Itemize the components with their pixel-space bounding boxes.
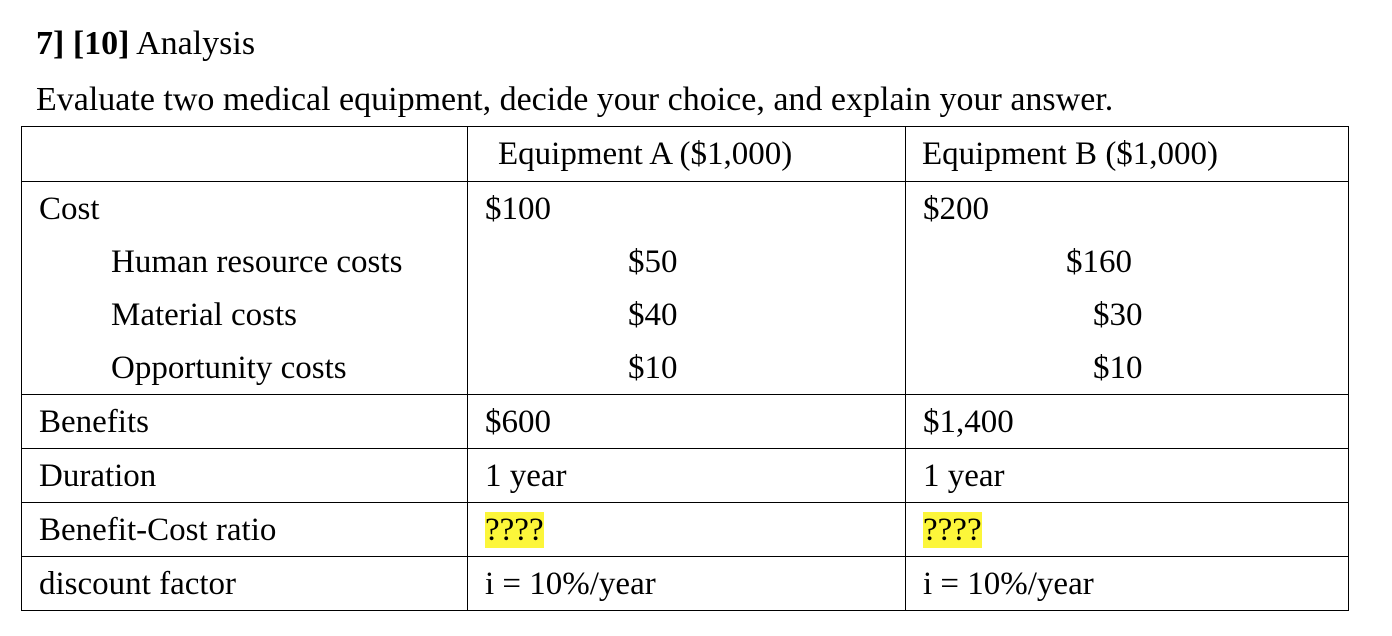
question-instruction: Evaluate two medical equipment, decide your choice, and explain your answer.	[36, 81, 1114, 118]
cost-item-b: $30	[906, 288, 1349, 341]
cost-item-b: $10	[906, 341, 1349, 395]
value-a: i = 10%/year	[468, 557, 906, 611]
value-a-cell	[468, 503, 906, 557]
cost-item-a: $50	[468, 235, 906, 288]
header-equipment-a: Equipment A ($1,000)	[468, 127, 906, 182]
cost-item-a: $40	[468, 288, 906, 341]
value-a: $600	[468, 395, 906, 449]
row-label: Benefit-Cost ratio	[22, 503, 468, 557]
value-b: i = 10%/year	[906, 557, 1349, 611]
comparison-table	[21, 126, 1349, 611]
highlighted-unknown-b: ????	[923, 511, 982, 548]
table-header-row	[22, 127, 1349, 182]
table-row-cost-item	[22, 288, 1349, 341]
cost-item-label: Material costs	[22, 288, 468, 341]
value-b: 1 year	[906, 449, 1349, 503]
table-row-discount-factor	[22, 557, 1349, 611]
table-row-benefits	[22, 395, 1349, 449]
value-a: 1 year	[468, 449, 906, 503]
table-row-cost-item	[22, 235, 1349, 288]
value-b-cell	[906, 503, 1349, 557]
header-equipment-b: Equipment B ($1,000)	[906, 127, 1349, 182]
cost-item-label: Opportunity costs	[22, 341, 468, 395]
table-row-duration	[22, 449, 1349, 503]
question-title: Analysis	[136, 25, 256, 62]
highlighted-unknown-a: ????	[485, 511, 544, 548]
value-b: $1,400	[906, 395, 1349, 449]
table-row-cost	[22, 182, 1349, 236]
header-cell-empty	[22, 127, 468, 182]
row-label: Duration	[22, 449, 468, 503]
cost-item-a: $10	[468, 341, 906, 395]
cost-total-b: $200	[906, 182, 1349, 236]
question-heading	[36, 22, 255, 66]
table-row-cost-item	[22, 341, 1349, 395]
question-number: 7] [10]	[36, 25, 130, 62]
cost-item-b: $160	[906, 235, 1349, 288]
row-label: Benefits	[22, 395, 468, 449]
cost-total-a: $100	[468, 182, 906, 236]
row-label: discount factor	[22, 557, 468, 611]
table-row-benefit-cost-ratio	[22, 503, 1349, 557]
cost-item-label: Human resource costs	[22, 235, 468, 288]
row-label-cost: Cost	[22, 182, 468, 236]
